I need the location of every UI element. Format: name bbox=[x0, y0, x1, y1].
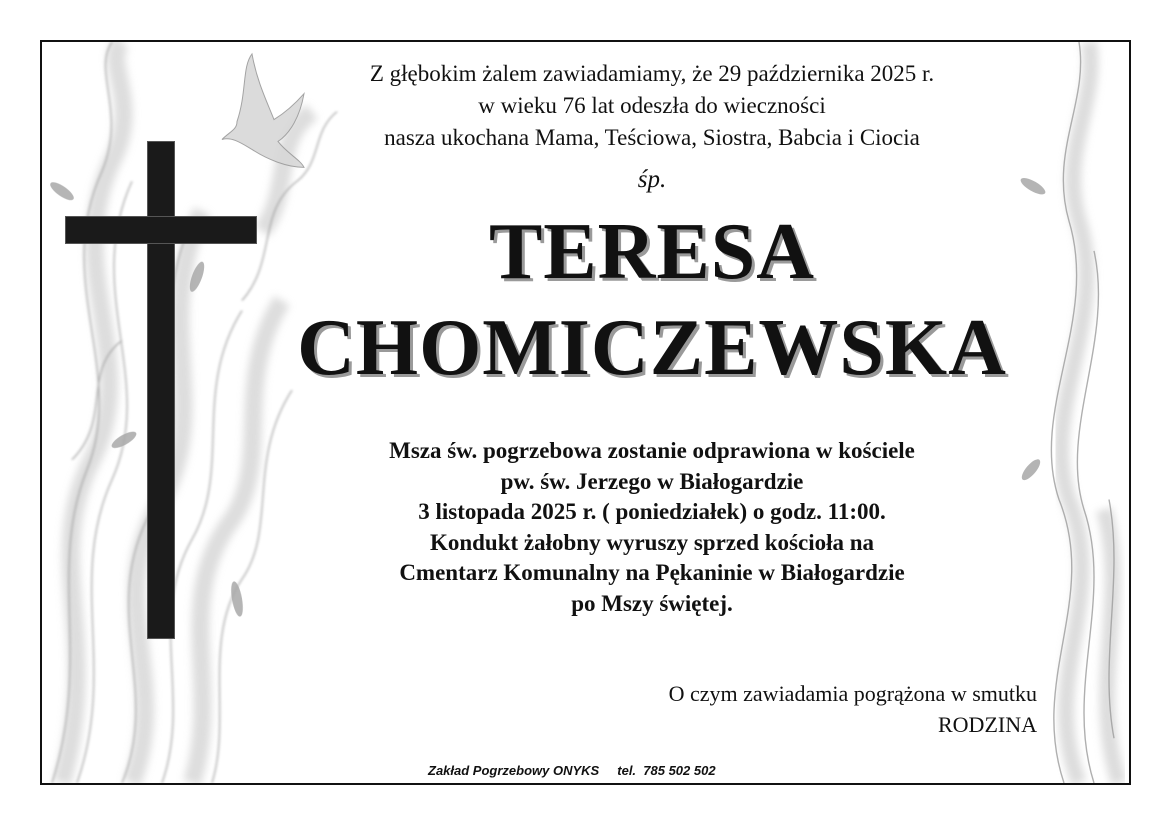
funeral-home-footer bbox=[428, 763, 716, 778]
ceremony-line: Cmentarz Komunalny na Pękaninie w Białogardzie bbox=[399, 560, 905, 585]
funeral-home-phone: tel. 785 502 502 bbox=[617, 763, 716, 778]
ceremony-line: pw. św. Jerzego w Białogardzie bbox=[500, 468, 804, 494]
cross-horizontal-beam bbox=[66, 217, 256, 243]
ceremony-line: 3 listopada 2025 r. ( poniedziałek) o godz. 11:00. bbox=[418, 499, 886, 524]
ceremony-line: Kondukt żałobny wyruszy sprzed kościoła na bbox=[429, 529, 875, 555]
deceased-last-name: CHOMICZEWSKA bbox=[297, 304, 1007, 392]
intro-line: Z głębokim żalem zawiadamiamy, że 29 października 2025 r. bbox=[369, 61, 935, 86]
deceased-first-name: TERESA bbox=[488, 208, 816, 296]
signature-line: O czym zawiadamia pogrążona w smutku bbox=[668, 681, 1037, 706]
notice-frame bbox=[40, 40, 1131, 785]
ceremony-line: Msza św. pogrzebowa zostanie odprawiona w kościele bbox=[389, 438, 915, 463]
funeral-home-name: Zakład Pogrzebowy ONYKS bbox=[428, 763, 600, 778]
signature-line: RODZINA bbox=[938, 712, 1037, 737]
intro-line: nasza ukochana Mama, Teściowa, Siostra, Babcia i Ciocia bbox=[384, 125, 920, 150]
honorific: śp. bbox=[637, 166, 667, 193]
ceremony-details bbox=[242, 436, 1062, 619]
intro-text bbox=[242, 58, 1062, 154]
ceremony-line: po Mszy świętej. bbox=[571, 590, 733, 616]
intro-line: w wieku 76 lat odeszła do wieczności bbox=[478, 93, 826, 118]
family-signature bbox=[669, 678, 1037, 740]
